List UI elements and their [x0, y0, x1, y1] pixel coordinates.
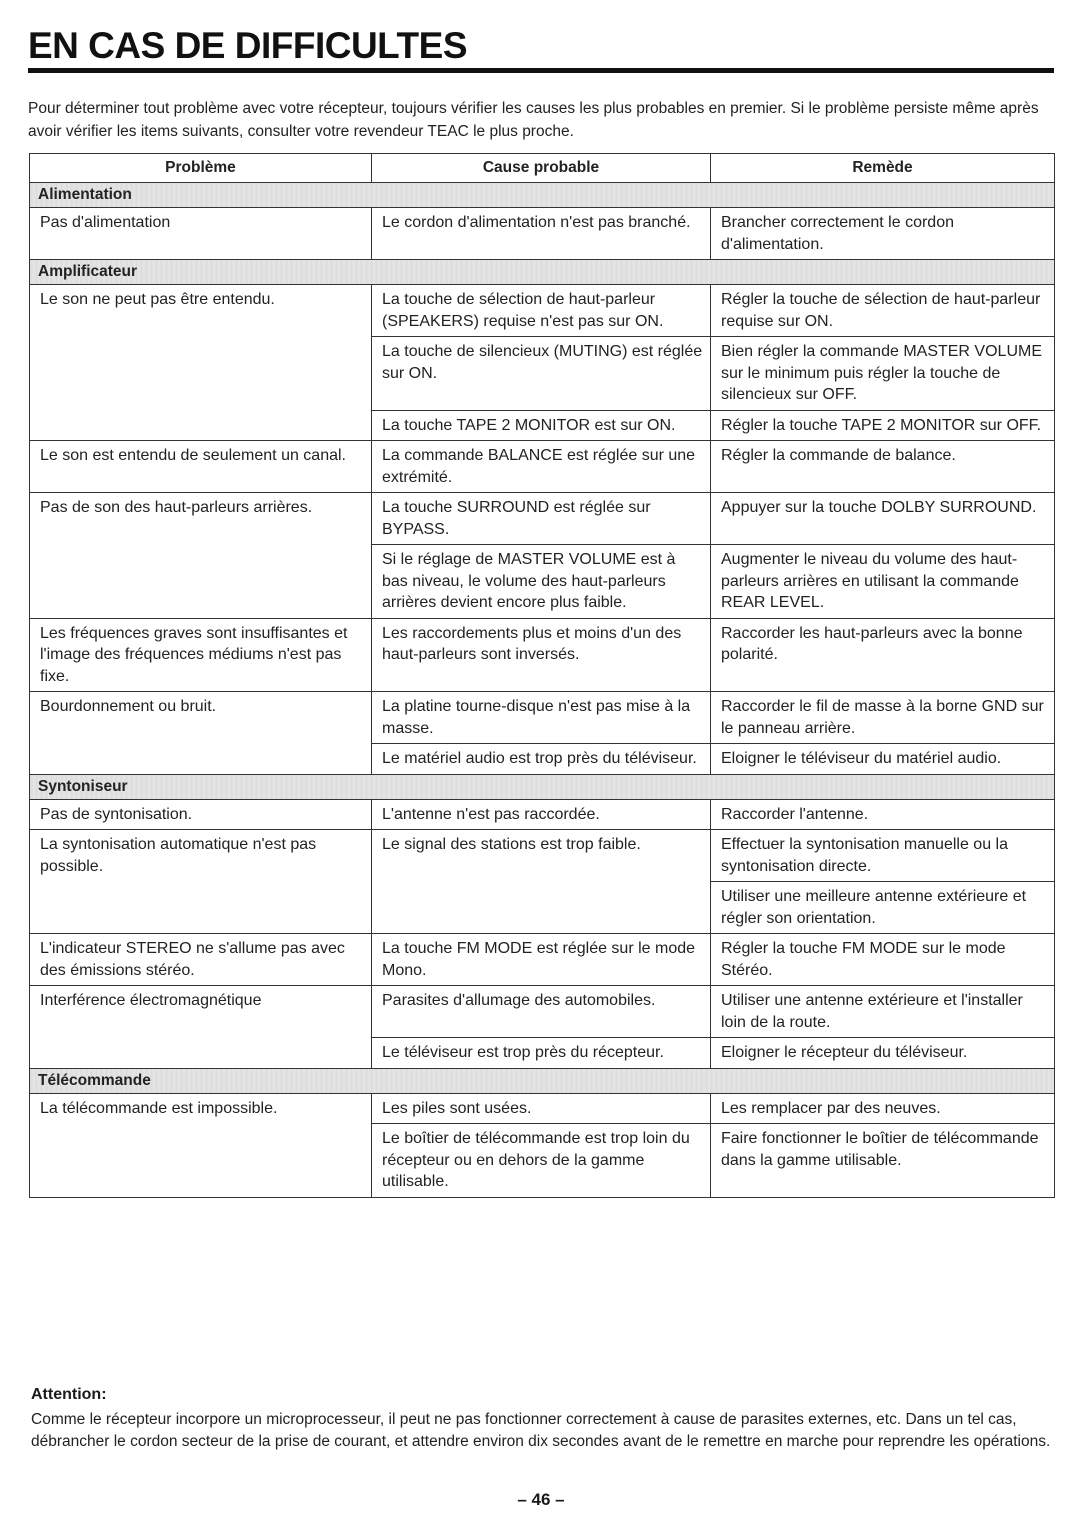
table-row	[30, 618, 1055, 692]
cause-cell: Le matériel audio est trop près du téléviseur.	[372, 744, 711, 775]
table-row	[30, 285, 1055, 337]
section-row	[30, 774, 1055, 799]
table-row	[30, 493, 1055, 545]
header-cause: Cause probable	[372, 154, 711, 183]
remedy-cell: Les remplacer par des neuves.	[711, 1093, 1055, 1124]
remedy-cell: Raccorder le fil de masse à la borne GND sur le panneau arrière.	[711, 692, 1055, 744]
remedy-cell: Régler la touche TAPE 2 MONITOR sur OFF.	[711, 410, 1055, 441]
remedy-cell: Utiliser une antenne extérieure et l'installer loin de la route.	[711, 986, 1055, 1038]
remedy-cell: Faire fonctionner le boîtier de télécommande dans la gamme utilisable.	[711, 1124, 1055, 1198]
problem-cell: La télécommande est impossible.	[30, 1093, 372, 1197]
remedy-cell: Régler la touche de sélection de haut-parleur requise sur ON.	[711, 285, 1055, 337]
header-probleme: Problème	[30, 154, 372, 183]
remedy-cell: Raccorder l'antenne.	[711, 799, 1055, 830]
cause-cell: La touche TAPE 2 MONITOR est sur ON.	[372, 410, 711, 441]
page-title: EN CAS DE DIFFICULTES	[28, 25, 467, 66]
section-row	[30, 183, 1055, 208]
table-header-row	[30, 154, 1055, 183]
cause-cell: La touche SURROUND est réglée sur BYPASS.	[372, 493, 711, 545]
cause-cell: Le téléviseur est trop près du récepteur.	[372, 1038, 711, 1069]
title-underline	[28, 68, 1054, 73]
table-row	[30, 692, 1055, 744]
cause-cell: La platine tourne-disque n'est pas mise à la masse.	[372, 692, 711, 744]
problem-cell: Interférence électromagnétique	[30, 986, 372, 1069]
cause-cell: Le boîtier de télécommande est trop loin du récepteur ou en dehors de la gamme utilisable.	[372, 1124, 711, 1198]
problem-cell: La syntonisation automatique n'est pas possible.	[30, 830, 372, 934]
remedy-cell: Eloigner le téléviseur du matériel audio.	[711, 744, 1055, 775]
cause-cell: Les raccordements plus et moins d'un des haut-parleurs sont inversés.	[372, 618, 711, 692]
problem-cell: Le son est entendu de seulement un canal.	[30, 441, 372, 493]
remedy-cell: Utiliser une meilleure antenne extérieure et régler son orientation.	[711, 882, 1055, 934]
section-title: Alimentation	[30, 183, 1055, 208]
table-row	[30, 441, 1055, 493]
attention-title: Attention:	[31, 1386, 107, 1403]
cause-cell: La touche de sélection de haut-parleur (SPEAKERS) requise n'est pas sur ON.	[372, 285, 711, 337]
remedy-cell: Augmenter le niveau du volume des haut-parleurs arrières en utilisant la commande REAR LEVEL.	[711, 545, 1055, 619]
section-title: Syntoniseur	[30, 774, 1055, 799]
table-body	[30, 183, 1055, 1198]
cause-cell: L'antenne n'est pas raccordée.	[372, 799, 711, 830]
remedy-cell: Brancher correctement le cordon d'alimentation.	[711, 208, 1055, 260]
page-number: – 46 –	[517, 1490, 565, 1509]
remedy-cell: Eloigner le récepteur du téléviseur.	[711, 1038, 1055, 1069]
remedy-cell: Régler la commande de balance.	[711, 441, 1055, 493]
cause-cell: Si le réglage de MASTER VOLUME est à bas niveau, le volume des haut-parleurs arrières devient encore plus faible.	[372, 545, 711, 619]
problem-cell: Les fréquences graves sont insuffisantes et l'image des fréquences médiums n'est pas fixe.	[30, 618, 372, 692]
cause-cell: La commande BALANCE est réglée sur une extrémité.	[372, 441, 711, 493]
cause-cell: Le signal des stations est trop faible.	[372, 830, 711, 934]
header-remede: Remède	[711, 154, 1055, 183]
table-row	[30, 208, 1055, 260]
table-row	[30, 799, 1055, 830]
intro-paragraph: Pour déterminer tout problème avec votre récepteur, toujours vérifier les causes les plus probables en premier. Si le problème persiste même après avoir vérifier les items suivants, consulter votre revendeur TEAC le plus proche.	[28, 100, 1039, 140]
cause-cell: Parasites d'allumage des automobiles.	[372, 986, 711, 1038]
remedy-cell: Appuyer sur la touche DOLBY SURROUND.	[711, 493, 1055, 545]
problem-cell: Le son ne peut pas être entendu.	[30, 285, 372, 441]
troubleshooting-table	[29, 153, 1055, 1198]
section-title: Télécommande	[30, 1068, 1055, 1093]
problem-cell: Pas d'alimentation	[30, 208, 372, 260]
remedy-cell: Effectuer la syntonisation manuelle ou la syntonisation directe.	[711, 830, 1055, 882]
remedy-cell: Régler la touche FM MODE sur le mode Stéréo.	[711, 934, 1055, 986]
table-row	[30, 1093, 1055, 1124]
section-row	[30, 260, 1055, 285]
problem-cell: Pas de syntonisation.	[30, 799, 372, 830]
table-row	[30, 830, 1055, 882]
cause-cell: Le cordon d'alimentation n'est pas branché.	[372, 208, 711, 260]
problem-cell: Bourdonnement ou bruit.	[30, 692, 372, 775]
cause-cell: La touche de silencieux (MUTING) est réglée sur ON.	[372, 337, 711, 411]
table-row	[30, 986, 1055, 1038]
attention-text: Comme le récepteur incorpore un microprocesseur, il peut ne pas fonctionner correctement à cause de parasites externes, etc. Dans un tel cas, débrancher le cordon secteur de la prise de courant, et attendre environ dix secondes avant de le remettre en marche pour reprendre les opérations.	[31, 1411, 1051, 1450]
remedy-cell: Raccorder les haut-parleurs avec la bonne polarité.	[711, 618, 1055, 692]
remedy-cell: Bien régler la commande MASTER VOLUME sur le minimum puis régler la touche de silencieux sur OFF.	[711, 337, 1055, 411]
section-title: Amplificateur	[30, 260, 1055, 285]
problem-cell: L'indicateur STEREO ne s'allume pas avec des émissions stéréo.	[30, 934, 372, 986]
problem-cell: Pas de son des haut-parleurs arrières.	[30, 493, 372, 619]
cause-cell: Les piles sont usées.	[372, 1093, 711, 1124]
table-row	[30, 934, 1055, 986]
cause-cell: La touche FM MODE est réglée sur le mode Mono.	[372, 934, 711, 986]
section-row	[30, 1068, 1055, 1093]
